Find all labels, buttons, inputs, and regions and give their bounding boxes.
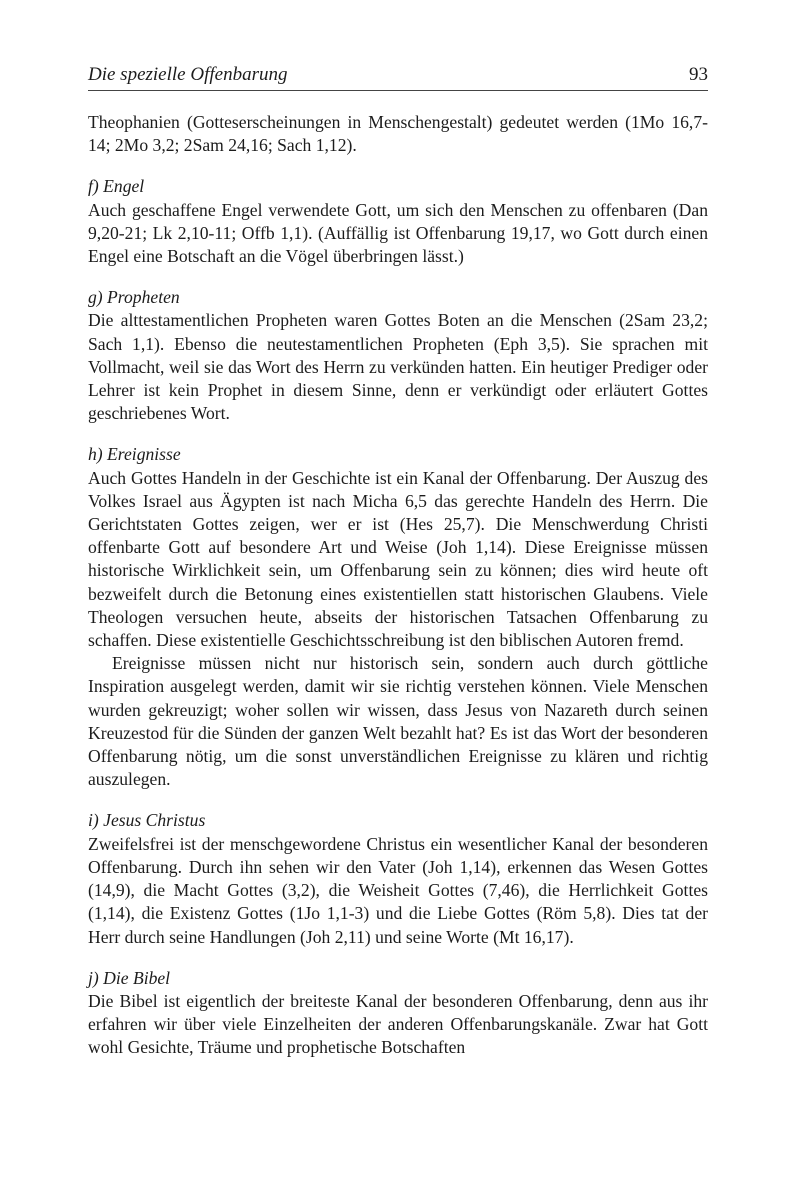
section-heading: i) Jesus Christus [88,810,206,831]
page-body [88,111,708,1060]
section-propheten [88,286,708,425]
section-heading: f) Engel [88,176,145,197]
section-ereignisse [88,443,708,791]
section-engel [88,175,708,268]
section-heading: h) Ereignisse [88,444,181,465]
section-die-bibel [88,967,708,1060]
section-heading: j) Die Bibel [88,967,171,988]
section-paragraph: Die Bibel ist eigentlich der breiteste Kanal der besonderen Offenbarung, denn aus ihr erfahren wir über viele Einzelheiten der anderen Offenbarungskanäle. Zwar hat Gott wohl Gesichte, Träume und prophetische Botschaften [88,990,708,1058]
running-title: Die spezielle Offenbarung [88,64,288,85]
section-paragraph: Zweifelsfrei ist der menschgewordene Christus ein wesentlicher Kanal der besonderen Offenbarung. Durch ihn sehen wir den Vater (Joh 1,14), erkennen das Wesen Gottes (14,9), die Macht Gottes (3,2), die Weisheit Gottes (7,46), die Herrlichkeit Gottes (1,14), die Existenz Gottes (1Jo 1,1-3) und die Liebe Gottes (Röm 5,8). Dies tat der Herr durch seine Handlungen (Joh 2,11) und seine Worte (Mt 16,17). [88,833,708,947]
section-paragraph: Die alttestamentlichen Propheten waren Gottes Boten an die Menschen (2Sam 23,2; Sach 1,1). Ebenso die neutestamentlichen Propheten (Eph 3,5). Sie sprachen mit Vollmacht, weil sie das Wort des Herrn zu verkünden hatten. Ein heutiger Prediger oder Lehrer ist kein Prophet in diesem Sinne, denn er verkündigt oder erläutert Gottes geschriebenes Wort. [88,310,708,424]
page-number: 93 [689,64,708,85]
section-paragraph: Auch Gottes Handeln in der Geschichte ist ein Kanal der Offenbarung. Der Auszug des Volkes Israel aus Ägypten ist nach Micha 6,5 das gerechte Handeln des Herrn. Die Gerichtstaten Gottes zeigen, wer er ist (Hes 25,7). Die Menschwerdung Christi offenbarte Gott auf besondere Art und Weise (Joh 1,14). Diese Ereignisse müssen historische Wirklichkeit sein, um Offenbarung sein zu können; dies wird heute oft bezweifelt durch die Betonung eines existentiellen statt historischen Glaubens. Viele Theologen versuchen heute, abseits der historischen Tatsachen Offenbarung zu schaffen. Diese existentielle Geschichtsschreibung ist den biblischen Autoren fremd. [88,467,708,651]
section-jesus-christus [88,809,708,948]
section-heading: g) Propheten [88,287,180,308]
section-paragraph: Auch geschaffene Engel verwendete Gott, um sich den Menschen zu offenbaren (Dan 9,20-21; Lk 2,10-11; Offb 1,1). (Auffällig ist Offenbarung 19,17, wo Gott durch einen Engel eine Botschaft an die Vögel überbringen lässt.) [88,199,708,267]
section-paragraph: Ereignisse müssen nicht nur historisch sein, sondern auch durch göttliche Inspiration ausgelegt werden, damit wir sie richtig verstehen können. Viele Menschen wurden gekreuzigt; woher sollen wir wissen, dass Jesus von Nazareth durch seinen Kreuzestod für die Sünden der ganzen Welt bezahlt hat? Es ist das Wort der besonderen Offenbarung nötig, um die sonst unverständlichen Ereignisse zu klären und richtig auszulegen. [88,653,708,790]
running-header [88,64,708,91]
intro-paragraph: Theophanien (Gotteserscheinungen in Menschengestalt) gedeutet werden (1Mo 16,7-14; 2Mo 3,2; 2Sam 24,16; Sach 1,12). [88,112,708,156]
